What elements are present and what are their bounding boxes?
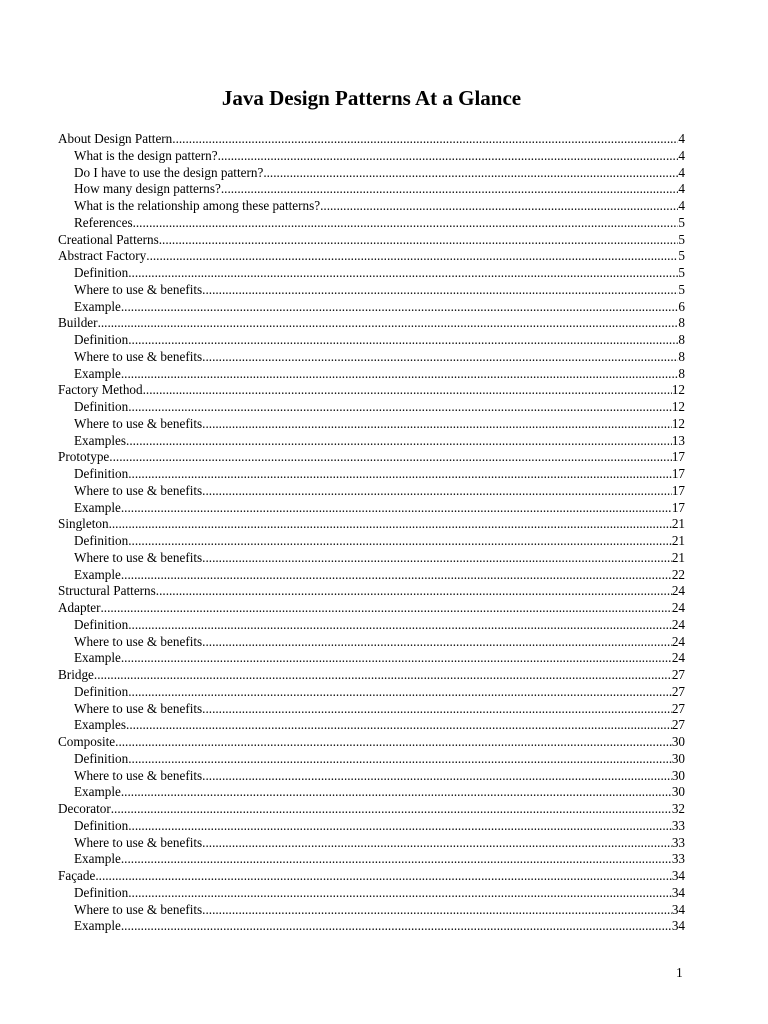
toc-entry-page: 27: [671, 683, 685, 699]
toc-entry-page: 4: [678, 198, 685, 213]
dot-leader: [128, 885, 672, 902]
toc-entry[interactable]: [58, 583, 685, 600]
toc-entry-label: Factory Method: [58, 382, 143, 398]
toc-entry-page: 5: [678, 265, 685, 280]
dot-leader: [202, 768, 672, 785]
toc-entry-label: Where to use & benefits: [74, 281, 203, 297]
toc-entry[interactable]: [58, 617, 685, 634]
dot-leader: [202, 835, 672, 852]
toc-entry[interactable]: [58, 198, 685, 215]
dot-leader: [121, 299, 679, 316]
toc-entry[interactable]: [58, 248, 685, 265]
dot-leader: [146, 248, 678, 265]
document-title: Java Design Patterns At a Glance: [221, 86, 522, 110]
dot-leader: [172, 131, 678, 148]
dot-leader: [202, 349, 678, 366]
dot-leader: [202, 634, 672, 651]
toc-entry[interactable]: [58, 349, 685, 366]
toc-entry[interactable]: [58, 801, 685, 818]
toc-entry[interactable]: [58, 684, 685, 701]
toc-entry[interactable]: [58, 449, 685, 466]
toc-entry-label: Where to use & benefits: [74, 415, 203, 431]
toc-entry[interactable]: [58, 650, 685, 667]
toc-entry-label: Abstract Factory: [58, 248, 147, 264]
toc-entry-page: 24: [671, 616, 685, 632]
toc-entry-label: Where to use & benefits: [74, 834, 203, 850]
toc-entry[interactable]: [58, 332, 685, 349]
dot-leader: [156, 583, 672, 600]
table-of-contents: [58, 131, 685, 935]
toc-entry[interactable]: [58, 734, 685, 751]
dot-leader: [109, 449, 672, 466]
toc-entry-page: 24: [671, 583, 685, 599]
dot-leader: [128, 684, 672, 701]
dot-leader: [202, 550, 672, 567]
toc-entry-page: 22: [671, 566, 685, 582]
toc-entry[interactable]: [58, 634, 685, 651]
toc-entry-label: Where to use & benefits: [74, 767, 203, 783]
toc-entry-page: 4: [678, 147, 685, 163]
dot-leader: [202, 902, 672, 919]
toc-entry-page: 12: [671, 399, 685, 414]
toc-entry-page: 30: [671, 767, 685, 783]
toc-entry-page: 34: [671, 884, 685, 900]
toc-entry-page: 24: [671, 600, 685, 615]
toc-entry[interactable]: [58, 667, 685, 684]
toc-entry[interactable]: [58, 315, 685, 332]
toc-entry[interactable]: [58, 835, 685, 852]
toc-entry-page: 27: [671, 667, 685, 682]
dot-leader: [128, 466, 672, 483]
toc-entry-label: Example: [74, 298, 121, 314]
toc-entry-label: Singleton: [58, 516, 109, 532]
toc-entry-label: Where to use & benefits: [74, 348, 203, 364]
toc-entry[interactable]: [58, 533, 685, 550]
dot-leader: [121, 366, 679, 383]
dot-leader: [128, 751, 672, 768]
toc-entry[interactable]: [58, 433, 685, 450]
toc-entry[interactable]: [58, 215, 685, 232]
toc-entry-label: Example: [74, 918, 121, 934]
toc-entry[interactable]: [58, 784, 685, 801]
toc-entry[interactable]: [58, 366, 685, 383]
toc-entry-page: 8: [678, 332, 685, 347]
toc-entry-page: 6: [678, 298, 685, 314]
toc-entry[interactable]: [58, 751, 685, 768]
dot-leader: [128, 399, 672, 416]
toc-entry-label: Example: [74, 784, 121, 800]
toc-entry-page: 33: [671, 834, 685, 850]
toc-entry[interactable]: [58, 265, 685, 282]
toc-entry[interactable]: [58, 181, 685, 198]
toc-entry[interactable]: [58, 483, 685, 500]
toc-entry-label: Builder: [58, 315, 98, 331]
toc-entry-page: 13: [671, 432, 685, 448]
dot-leader: [159, 232, 679, 249]
dot-leader: [121, 918, 672, 935]
toc-entry[interactable]: [58, 282, 685, 299]
toc-entry-label: Decorator: [58, 801, 111, 816]
dot-leader: [202, 416, 672, 433]
toc-entry-page: 8: [678, 315, 685, 331]
dot-leader: [221, 181, 679, 198]
dot-leader: [121, 650, 672, 667]
toc-entry-label: Definition: [74, 399, 129, 414]
toc-entry[interactable]: [58, 885, 685, 902]
toc-entry-label: Façade: [58, 868, 96, 883]
toc-entry-page: 30: [671, 784, 685, 800]
toc-entry-page: 17: [671, 466, 685, 481]
toc-entry-label: About Design Pattern: [58, 131, 173, 146]
toc-entry-page: 33: [671, 851, 685, 867]
dot-leader: [126, 433, 672, 450]
toc-entry[interactable]: [58, 717, 685, 734]
page-number: 1: [676, 965, 683, 980]
toc-entry-label: Example: [74, 851, 121, 867]
dot-leader: [128, 265, 678, 282]
toc-entry-label: Example: [74, 499, 121, 515]
toc-entry-label: Where to use & benefits: [74, 633, 203, 649]
toc-entry-label: Creational Patterns: [58, 231, 159, 247]
toc-entry[interactable]: [58, 550, 685, 567]
dot-leader: [202, 701, 672, 718]
toc-entry[interactable]: [58, 918, 685, 935]
dot-leader: [98, 315, 679, 332]
dot-leader: [202, 483, 672, 500]
dot-leader: [202, 282, 678, 299]
toc-entry[interactable]: [58, 516, 685, 533]
toc-entry-page: 12: [671, 415, 685, 431]
toc-entry-page: 24: [671, 650, 685, 666]
toc-entry[interactable]: [58, 165, 685, 182]
toc-entry-page: 27: [671, 717, 685, 733]
toc-entry-page: 30: [671, 734, 685, 749]
toc-entry-page: 12: [671, 382, 685, 398]
toc-entry-page: 4: [678, 164, 685, 180]
toc-entry[interactable]: [58, 232, 685, 249]
toc-entry-label: Bridge: [58, 667, 94, 682]
toc-entry-label: Where to use & benefits: [74, 700, 203, 716]
toc-entry[interactable]: [58, 701, 685, 718]
dot-leader: [109, 516, 672, 533]
toc-entry-page: 17: [671, 449, 685, 465]
dot-leader: [126, 717, 672, 734]
toc-entry-page: 34: [671, 901, 685, 917]
toc-entry-page: 8: [678, 348, 685, 364]
dot-leader: [128, 332, 678, 349]
toc-entry-label: Examples: [74, 717, 127, 733]
toc-entry-label: Composite: [58, 734, 116, 749]
toc-entry-page: 5: [678, 214, 685, 230]
toc-entry-label: Do I have to use the design pattern?: [74, 164, 264, 180]
toc-entry-label: Definition: [74, 265, 129, 280]
toc-entry[interactable]: [58, 399, 685, 416]
toc-entry[interactable]: [58, 382, 685, 399]
toc-entry[interactable]: [58, 299, 685, 316]
toc-entry-page: 17: [671, 499, 685, 515]
toc-entry-label: Definition: [74, 533, 129, 548]
toc-entry-page: 17: [671, 482, 685, 498]
toc-entry[interactable]: [58, 567, 685, 584]
dot-leader: [94, 667, 672, 684]
dot-leader: [263, 165, 678, 182]
toc-entry-label: Definition: [74, 683, 129, 699]
toc-entry-label: Where to use & benefits: [74, 549, 203, 565]
toc-entry-label: Definition: [74, 750, 129, 766]
toc-entry-label: Definition: [74, 466, 129, 481]
toc-entry[interactable]: [58, 902, 685, 919]
toc-entry-label: Structural Patterns: [58, 583, 156, 599]
dot-leader: [133, 215, 679, 232]
toc-entry-label: References: [74, 214, 133, 230]
toc-entry[interactable]: [58, 131, 685, 148]
toc-entry[interactable]: [58, 148, 685, 165]
toc-entry-label: Definition: [74, 884, 129, 900]
toc-entry-page: 34: [671, 868, 685, 883]
dot-leader: [128, 818, 672, 835]
toc-entry-page: 5: [678, 281, 685, 297]
dot-leader: [115, 734, 672, 751]
toc-entry-page: 21: [671, 549, 685, 565]
toc-entry-page: 5: [678, 248, 685, 264]
toc-entry-label: Example: [74, 650, 121, 666]
dot-leader: [128, 533, 672, 550]
toc-entry-label: Prototype: [58, 449, 110, 465]
toc-entry[interactable]: [58, 500, 685, 517]
toc-entry-label: Definition: [74, 817, 129, 833]
toc-entry-label: Definition: [74, 332, 129, 347]
toc-entry[interactable]: [58, 416, 685, 433]
toc-entry-label: Adapter: [58, 600, 101, 615]
toc-entry[interactable]: [58, 768, 685, 785]
toc-entry[interactable]: [58, 818, 685, 835]
toc-entry-label: Example: [74, 566, 121, 582]
dot-leader: [320, 198, 678, 215]
toc-entry-label: Where to use & benefits: [74, 901, 203, 917]
toc-entry-label: Where to use & benefits: [74, 482, 203, 498]
dot-leader: [95, 868, 671, 885]
toc-entry[interactable]: [58, 466, 685, 483]
toc-entry[interactable]: [58, 851, 685, 868]
toc-entry-page: 33: [671, 817, 685, 833]
toc-entry-page: 27: [671, 700, 685, 716]
toc-entry[interactable]: [58, 868, 685, 885]
dot-leader: [218, 148, 679, 165]
toc-entry-page: 21: [671, 533, 685, 548]
toc-entry-page: 4: [678, 131, 685, 146]
toc-entry-page: 4: [678, 181, 685, 197]
toc-entry-page: 21: [671, 516, 685, 532]
toc-entry[interactable]: [58, 600, 685, 617]
toc-entry-label: How many design patterns?: [74, 181, 221, 197]
toc-entry-page: 30: [671, 750, 685, 766]
toc-entry-label: What is the design pattern?: [74, 147, 218, 163]
toc-entry-page: 32: [671, 801, 685, 816]
toc-entry-page: 34: [671, 918, 685, 934]
toc-entry-label: Examples: [74, 432, 127, 448]
dot-leader: [128, 617, 672, 634]
toc-entry-page: 5: [678, 231, 685, 247]
toc-entry-page: 24: [671, 633, 685, 649]
dot-leader: [121, 500, 672, 517]
toc-entry-label: Example: [74, 365, 121, 381]
toc-entry-page: 8: [678, 365, 685, 381]
dot-leader: [121, 567, 672, 584]
dot-leader: [143, 382, 672, 399]
dot-leader: [121, 851, 672, 868]
toc-entry-label: What is the relationship among these patterns?: [74, 198, 321, 213]
dot-leader: [100, 600, 671, 617]
dot-leader: [121, 784, 672, 801]
dot-leader: [111, 801, 672, 818]
toc-entry-label: Definition: [74, 616, 129, 632]
